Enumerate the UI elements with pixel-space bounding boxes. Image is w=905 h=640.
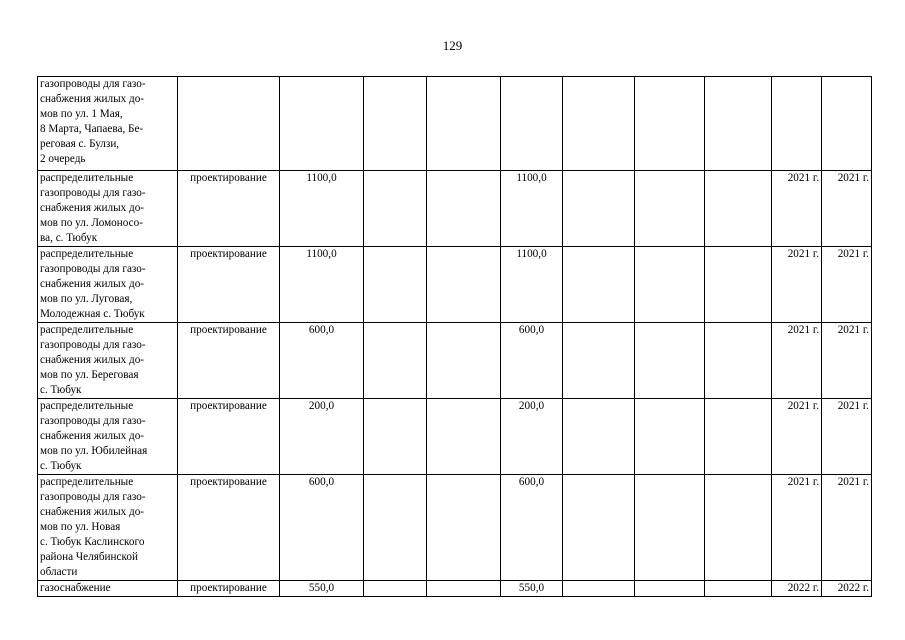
total-amount-cell — [280, 399, 364, 475]
amount-cell — [501, 171, 563, 247]
object-name-cell — [38, 399, 178, 475]
object-name-cell — [38, 247, 178, 323]
cell-text: 2021 г. — [787, 476, 819, 488]
total-amount-cell — [280, 171, 364, 247]
amount-cell — [364, 581, 427, 597]
table-row — [38, 247, 872, 323]
start-year-cell — [772, 475, 822, 581]
cell-text: 200,0 — [518, 400, 545, 412]
cell-text: 2021 г. — [837, 400, 869, 412]
amount-cell — [705, 247, 772, 323]
cell-text: 2021 г. — [837, 476, 869, 488]
amount-cell — [364, 399, 427, 475]
total-amount-cell — [280, 581, 364, 597]
investment-program-table — [37, 76, 872, 597]
table-row — [38, 475, 872, 581]
amount-cell — [563, 399, 635, 475]
work-stage-cell — [178, 323, 280, 399]
cell-text: проектирование — [190, 582, 267, 594]
amount-cell — [427, 475, 501, 581]
cell-text: 1100,0 — [306, 248, 337, 260]
end-year-cell — [822, 77, 872, 171]
total-amount-cell — [280, 247, 364, 323]
table-row — [38, 399, 872, 475]
amount-cell — [563, 581, 635, 597]
cell-text: распределительные газопроводы для газо- снабжения жилых до- мов по ул. Береговая с. Тюбук — [40, 324, 146, 396]
cell-text: 2021 г. — [787, 248, 819, 260]
amount-cell — [501, 77, 563, 171]
cell-text: 2022 г. — [837, 582, 869, 594]
object-name-cell — [38, 475, 178, 581]
amount-cell — [501, 581, 563, 597]
amount-cell — [635, 323, 705, 399]
amount-cell — [705, 77, 772, 171]
amount-cell — [427, 323, 501, 399]
amount-cell — [705, 581, 772, 597]
amount-cell — [635, 581, 705, 597]
cell-text: 2021 г. — [837, 324, 869, 336]
amount-cell — [364, 171, 427, 247]
amount-cell — [563, 247, 635, 323]
start-year-cell — [772, 171, 822, 247]
total-amount-cell — [280, 323, 364, 399]
amount-cell — [364, 475, 427, 581]
cell-text: распределительные газопроводы для газо- снабжения жилых до- мов по ул. Луговая, Молодежная с. Тюбук — [40, 248, 146, 320]
amount-cell — [635, 77, 705, 171]
cell-text: 1100,0 — [516, 248, 547, 260]
cell-text: 1100,0 — [516, 172, 547, 184]
amount-cell — [364, 323, 427, 399]
cell-text: 600,0 — [308, 324, 335, 336]
cell-text: 2021 г. — [837, 172, 869, 184]
amount-cell — [705, 475, 772, 581]
work-stage-cell — [178, 475, 280, 581]
end-year-cell — [822, 171, 872, 247]
cell-text: 550,0 — [308, 582, 335, 594]
table-row — [38, 581, 872, 597]
end-year-cell — [822, 475, 872, 581]
amount-cell — [501, 475, 563, 581]
cell-text: 2022 г. — [787, 582, 819, 594]
end-year-cell — [822, 247, 872, 323]
work-stage-cell — [178, 581, 280, 597]
work-stage-cell — [178, 399, 280, 475]
table-row — [38, 323, 872, 399]
cell-text: распределительные газопроводы для газо- снабжения жилых до- мов по ул. Новая с. Тюбук Каслинского района Челябинской области — [40, 476, 146, 578]
page-number: 129 — [442, 38, 463, 53]
start-year-cell — [772, 399, 822, 475]
start-year-cell — [772, 323, 822, 399]
amount-cell — [635, 475, 705, 581]
start-year-cell — [772, 581, 822, 597]
table-row — [38, 77, 872, 171]
total-amount-cell — [280, 77, 364, 171]
cell-text: 600,0 — [518, 324, 545, 336]
amount-cell — [427, 399, 501, 475]
amount-cell — [705, 323, 772, 399]
amount-cell — [635, 171, 705, 247]
cell-text: газоснабжение — [40, 582, 111, 594]
cell-text: 600,0 — [518, 476, 545, 488]
amount-cell — [364, 247, 427, 323]
table-row — [38, 171, 872, 247]
object-name-cell — [38, 77, 178, 171]
amount-cell — [427, 581, 501, 597]
object-name-cell — [38, 323, 178, 399]
cell-text: проектирование — [190, 476, 267, 488]
start-year-cell — [772, 247, 822, 323]
cell-text: 2021 г. — [787, 172, 819, 184]
amount-cell — [563, 77, 635, 171]
cell-text: 550,0 — [518, 582, 545, 594]
cell-text: проектирование — [190, 172, 267, 184]
object-name-cell — [38, 581, 178, 597]
amount-cell — [427, 171, 501, 247]
cell-text: проектирование — [190, 324, 267, 336]
amount-cell — [705, 171, 772, 247]
amount-cell — [501, 399, 563, 475]
cell-text: проектирование — [190, 400, 267, 412]
cell-text: 600,0 — [308, 476, 335, 488]
amount-cell — [501, 247, 563, 323]
cell-text: проектирование — [190, 248, 267, 260]
amount-cell — [563, 171, 635, 247]
end-year-cell — [822, 323, 872, 399]
cell-text: распределительные газопроводы для газо- снабжения жилых до- мов по ул. Ломоносо- ва, с. Тюбук — [40, 172, 146, 244]
cell-text: 1100,0 — [306, 172, 337, 184]
cell-text: 200,0 — [308, 400, 335, 412]
work-stage-cell — [178, 247, 280, 323]
cell-text: 2021 г. — [787, 400, 819, 412]
total-amount-cell — [280, 475, 364, 581]
amount-cell — [427, 247, 501, 323]
work-stage-cell — [178, 171, 280, 247]
object-name-cell — [38, 171, 178, 247]
cell-text: 2021 г. — [787, 324, 819, 336]
cell-text: распределительные газопроводы для газо- снабжения жилых до- мов по ул. Юбилейная с. Тюбук — [40, 400, 148, 472]
work-stage-cell — [178, 77, 280, 171]
end-year-cell — [822, 581, 872, 597]
cell-text: газопроводы для газо- снабжения жилых до- мов по ул. 1 Мая, 8 Марта, Чапаева, Бе- реговая с. Булзи, 2 очередь — [40, 78, 146, 165]
amount-cell — [501, 323, 563, 399]
amount-cell — [427, 77, 501, 171]
end-year-cell — [822, 399, 872, 475]
cell-text: 2021 г. — [837, 248, 869, 260]
amount-cell — [563, 323, 635, 399]
amount-cell — [364, 77, 427, 171]
amount-cell — [635, 247, 705, 323]
amount-cell — [563, 475, 635, 581]
amount-cell — [705, 399, 772, 475]
amount-cell — [635, 399, 705, 475]
start-year-cell — [772, 77, 822, 171]
